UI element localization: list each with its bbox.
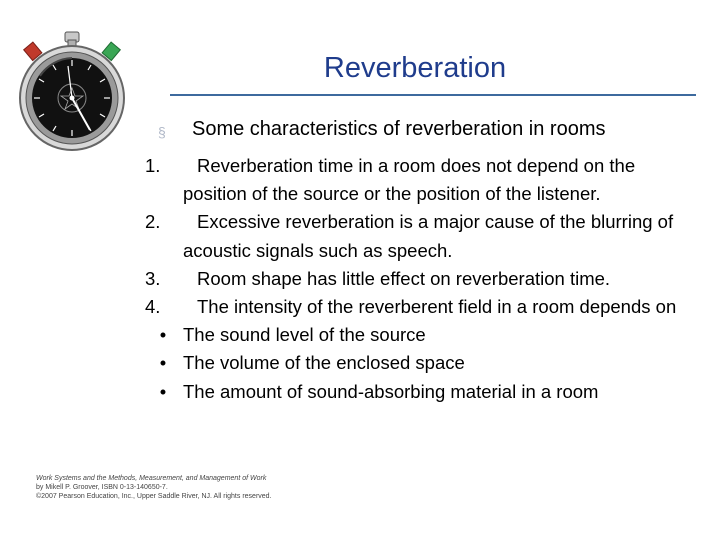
item-text: Excessive reverberation is a major cause of the blurring of acoustic signals such as speech. [183, 211, 674, 261]
list-item [143, 208, 703, 264]
list-item [143, 293, 703, 321]
list-item [143, 265, 703, 293]
bullet-marker: • [159, 380, 167, 402]
sub-bullet-text: The volume of the enclosed space [183, 352, 465, 374]
footer-book-title: Work Systems and the Methods, Measurement, and Management of Work [36, 475, 267, 482]
item-text: The intensity of the reverberent field in a room depends on [197, 296, 677, 318]
sub-bullet-item [143, 378, 703, 406]
item-number: 3. [145, 267, 161, 289]
sub-bullet-text: The amount of sound-absorbing material in a room [183, 380, 599, 402]
bullet-marker: • [159, 324, 167, 346]
sub-bullet-item [143, 321, 703, 349]
sub-bullet-text: The sound level of the source [183, 324, 426, 346]
footer-author-isbn: by Mikell P. Groover, ISBN 0-13-140650-7. [36, 484, 168, 491]
item-text: Room shape has little effect on reverberation time. [197, 267, 611, 289]
item-text: Reverberation time in a room does not depend on the position of the source or the position of the listener. [183, 155, 636, 205]
stopwatch-icon [18, 26, 126, 156]
bullet-marker: • [159, 352, 167, 374]
lead-bullet-text: Some characteristics of reverberation in rooms [192, 118, 606, 140]
title-divider [170, 94, 696, 96]
slide-title: Reverberation [323, 52, 507, 84]
sub-bullet-item [143, 349, 703, 377]
item-number: 4. [145, 296, 161, 318]
copyright-footer [36, 474, 272, 501]
item-number: 1. [145, 155, 161, 176]
item-number: 2. [145, 211, 161, 233]
list-item [143, 152, 703, 208]
lead-bullet-marker: § [158, 124, 166, 140]
footer-copyright: ©2007 Pearson Education, Inc., Upper Saddle River, NJ. All rights reserved. [36, 493, 272, 500]
characteristics-list [143, 152, 703, 406]
